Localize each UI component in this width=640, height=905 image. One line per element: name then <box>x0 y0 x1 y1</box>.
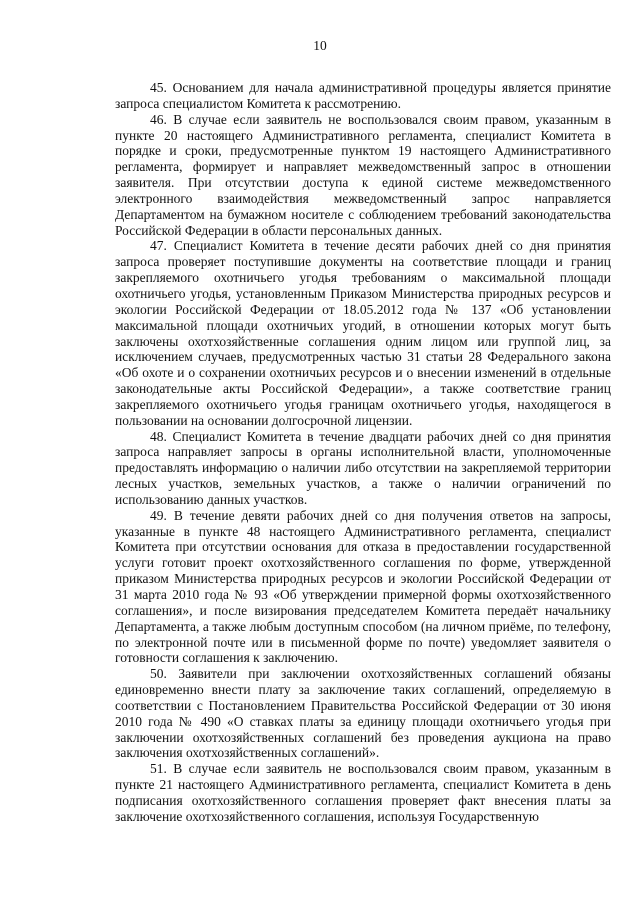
paragraph-51: 51. В случае если заявитель не воспользовался своим правом, указанным в пункте 21 настоящего Административного регламента, специалист Комитета в день подписания охотхозяйственного соглашения проверяет факт внесения платы за заключение охотхозяйственного соглашения, используя Государственную <box>115 761 611 824</box>
paragraph-46: 46. В случае если заявитель не воспользовался своим правом, указанным в пункте 20 настоящего Административного регламента, специалист Комитета в порядке и сроки, предусмотренные пунктом 19 настоящего Административного регламента, формирует и направляет межведомственный запрос в отношении заявителя. При отсутствии доступа к единой системе межведомственного электронного взаимодействия межведомственный запрос направляется Департаментом на бумажном носителе с соблюдением требований законодательства Российской Федерации в области персональных данных. <box>115 111 611 238</box>
paragraph-47: 47. Специалист Комитета в течение десяти рабочих дней со дня принятия запроса проверяет поступившие документы на соответствие площади и границ закрепляемого охотничьего угодья требованиям о максимальной площади охотничьего угодья, установленным Приказом Министерства природных ресурсов и экологии Российской Федерации от 18.05.2012 года № 137 «Об установлении максимальной площади охотничьих угодий, в отношении которых могут быть заключены охотхозяйственные соглашения одним лицом или группой лиц, за исключением случаев, предусмотренных частью 31 статьи 28 Федерального закона «Об охоте и о сохранении охотничьих ресурсов и о внесении изменений в отдельные законодательные акты Российской Федерации», а также соответствие границ закрепляемого охотничьего угодья границам охотничьего угодья, находящегося в пользовании на основании долгосрочной лицензии. <box>115 238 611 428</box>
page-number: 10 <box>313 38 327 53</box>
document-body <box>115 80 611 825</box>
paragraph-45: 45. Основанием для начала административной процедуры является принятие запроса специалистом Комитета к рассмотрению. <box>115 80 611 111</box>
paragraph-50: 50. Заявители при заключении охотхозяйственных соглашений обязаны единовременно внести плату за заключение таких соглашений, определяемую в соответствии с Постановлением Правительства Российской Федерации от 30 июня 2010 года № 490 «О ставках платы за единицу площади охотничьего угодья при заключении охотхозяйственных соглашений без проведения аукциона на право заключения охотхозяйственных соглашений». <box>115 666 611 761</box>
paragraph-49: 49. В течение девяти рабочих дней со дня получения ответов на запросы, указанные в пункте 48 настоящего Административного регламента, специалист Комитета при отсутствии основания для отказа в предоставлении государственной услуги готовит проект охотхозяйственного соглашения по форме, утвержденной приказом Министерства природных ресурсов и экологии Российской Федерации от 31 марта 2010 года № 93 «Об утверждении примерной формы охотхозяйственного соглашения», и после визирования председателем Комитета передаёт начальнику Департамента, а также любым доступным способом (на личном приёме, по телефону, по электронной почте или в письменной форме по почте) уведомляет заявителя о готовности соглашения к заключению. <box>115 507 611 666</box>
paragraph-48: 48. Специалист Комитета в течение двадцати рабочих дней со дня принятия запроса направляет запросы в органы исполнительной власти, уполномоченные предоставлять информацию о наличии либо отсутствии на закрепляемой территории лесных участков, земельных участков, а также о наличии ограничений по использованию данных участков. <box>115 428 611 507</box>
